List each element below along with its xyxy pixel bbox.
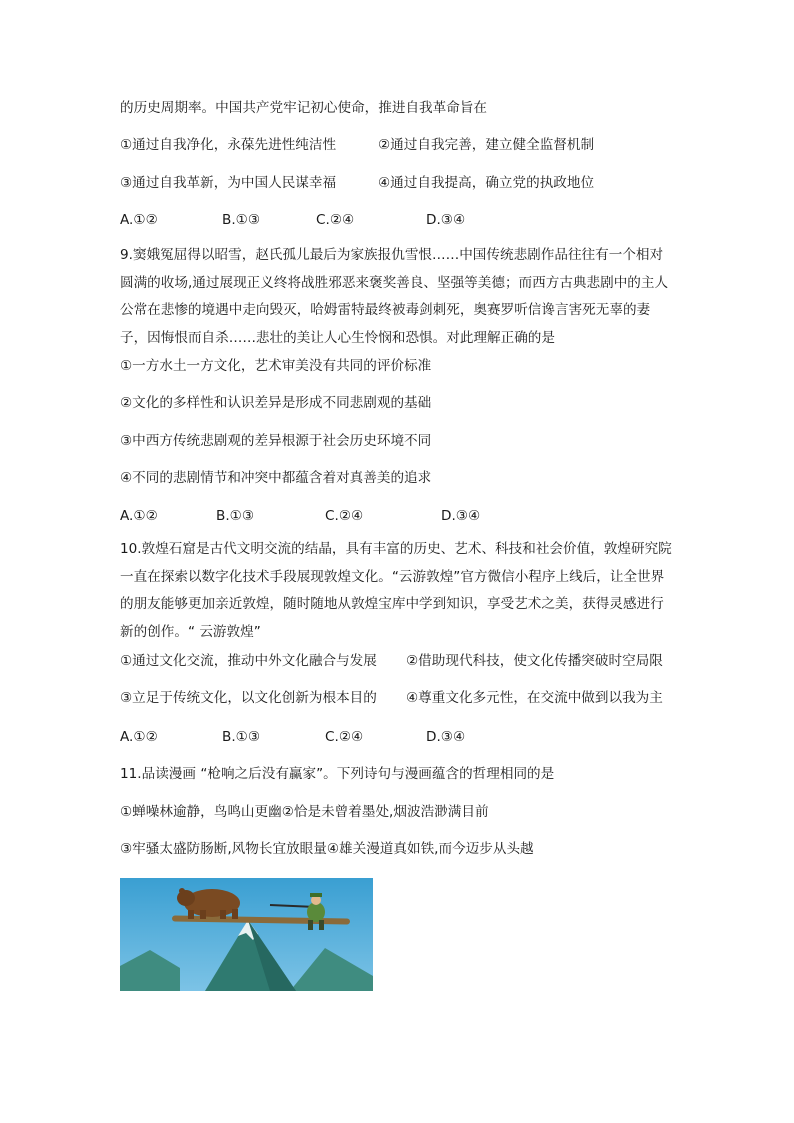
q10-option-4: ④尊重文化多元性，在交流中做到以我为主	[406, 690, 663, 706]
cartoon-image	[120, 878, 373, 991]
q8-choice-c: C.②④	[316, 212, 355, 228]
q10-stem: 10.敦煌石窟是古代文明交流的结晶，具有丰富的历史、艺术、科技和社会价值，敦煌研究院一直在探索以数字化技术手段展现敦煌文化。“云游敦煌”官方微信小程序上线后，让全世界的朋友能够更加亲近敦煌，随时随地从敦煌宝库中学到知识，享受艺术之美，获得灵感进行新的创作。“ 云游敦煌”	[120, 541, 672, 640]
q8-choice-d: D.③④	[426, 212, 466, 228]
q10-option-1: ①通过文化交流，推动中外文化融合与发展	[120, 653, 377, 669]
q8-stem-tail: 的历史周期率。中国共产党牢记初心使命，推进自我革命旨在	[120, 100, 488, 116]
cartoon-illustration	[120, 878, 373, 991]
q8-option-4: ④通过自我提高，确立党的执政地位	[378, 175, 595, 191]
q10-choice-c: C.②④	[325, 729, 364, 745]
q10-choice-d: D.③④	[426, 729, 466, 745]
q9-stem: 9.窦娥冤屈得以昭雪，赵氏孤儿最后为家族报仇雪恨……中国传统悲剧作品往往有一个相对圆满的收场,通过展现正义终将战胜邪恶来褒奖善良、坚强等美德；而西方古典悲剧中的主人公常在悲惨的境遇中走向毁灭，哈姆雷特最终被毒剑刺死，奥赛罗听信谗言害死无辜的妻子，因悔恨而自杀……悲壮的美让人心生怜悯和恐惧。对此理解正确的是	[120, 247, 669, 346]
q9-choice-b: B.①③	[216, 508, 255, 524]
q10-option-3: ③立足于传统文化，以文化创新为根本目的	[120, 690, 377, 706]
q9-choice-a: A.①②	[120, 508, 158, 524]
q8-choice-b: B.①③	[222, 212, 261, 228]
q9-option-1: ①一方水土一方文化，艺术审美没有共同的评价标准	[120, 358, 432, 374]
q10-choice-b: B.①③	[222, 729, 261, 745]
q11-options-line-1: ①蝉噪林逾静，鸟鸣山更幽②恰是未曾着墨处,烟波浩渺满目前	[120, 804, 489, 820]
q10-option-2: ②借助现代科技，使文化传播突破时空局限	[406, 653, 663, 669]
q9-option-3: ③中西方传统悲剧观的差异根源于社会历史环境不同	[120, 433, 432, 449]
q11-options-line-2: ③牢骚太盛防肠断,风物长宜放眼量④雄关漫道真如铁,而今迈步从头越	[120, 841, 534, 857]
q9-choice-d: D.③④	[441, 508, 481, 524]
q9-choice-c: C.②④	[325, 508, 364, 524]
q9-option-4: ④不同的悲剧情节和冲突中都蕴含着对真善美的追求	[120, 470, 432, 486]
q10-choice-a: A.①②	[120, 729, 158, 745]
q8-option-3: ③通过自我革新，为中国人民谋幸福	[120, 175, 337, 191]
q8-option-2: ②通过自我完善，建立健全监督机制	[378, 137, 595, 153]
q9-option-2: ②文化的多样性和认识差异是形成不同悲剧观的基础	[120, 395, 432, 411]
q8-choice-a: A.①②	[120, 212, 158, 228]
q11-stem: 11.品读漫画 “枪响之后没有赢家”。下列诗句与漫画蕴含的哲理相同的是	[120, 766, 555, 782]
q8-option-1: ①通过自我净化，永葆先进性纯洁性	[120, 137, 337, 153]
